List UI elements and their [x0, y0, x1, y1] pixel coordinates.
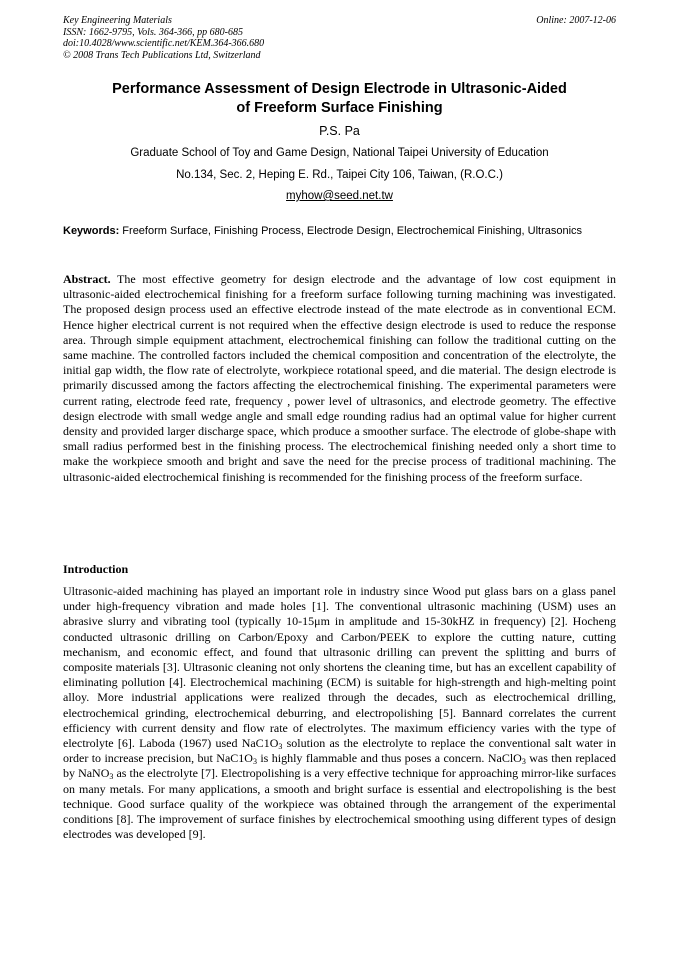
online-date: Online: 2007-12-06	[536, 15, 616, 26]
keywords-block	[63, 224, 616, 238]
abstract-label: Abstract.	[63, 272, 111, 286]
intro-text-4: was then replaced by NaNO	[63, 751, 616, 781]
introduction-heading: Introduction	[63, 562, 129, 576]
intro-text-5: as the electrolyte [7]. Electropolishing is a very effective technique for approaching mirror-like surfaces on many metals. For many applications, a smooth and bright surface is essential and electropolishing is the best technique. Good surface quality of the workpiece was obtained through the arrangement of the experimental conditions [8]. The improvement of surface finishes by electrochemical smoothing using different types of design electrodes was developed [9].	[63, 766, 617, 842]
doi-line: doi:10.4028/www.scientific.net/KEM.364-366.680	[63, 38, 265, 49]
paper-title	[63, 80, 616, 118]
abstract-text: The most effective geometry for design electrode and the advantage of low cost equipment in ultrasonic-aided electrochemical finishing for a freeform surface following turning machining was investigated. The proposed design process used an effective electrode instead of the mate electrode as in conventional ECM. Hence higher electrical current is not required when the effective design electrode is used to reduce the response area. Through simple equipment attachment, electrochemical finishing can follow the traditional cutting on the same machine. The controlled factors included the chemical composition and concentration of the electrolyte, the initial gap width, the flow rate of electrolyte, workpiece rotational speed, and die material. The design electrode is primarily discussed among the factors affecting the electrochemical finishing. The experimental parameters were current rating, electrode feed rate, frequency , power level of ultrasonics, and electrode geometry. The effective design electrode with small wedge angle and small edge rounding radius had an optimal value for higher current density and provided larger discharge space, which produce a smoother surface. The electrode of globe-shape with small radius performed best in the finishing process. The electrochemical finishing needed only a short time to make the workpiece smooth and bright and save the need for the precise process of traditional machining. The ultrasonic-aided electrochemical finishing is recommended for the finishing process of the freeform surface.	[63, 272, 616, 484]
title-line-2: of Freeform Surface Finishing	[236, 100, 443, 116]
copyright-line: © 2008 Trans Tech Publications Ltd, Switzerland	[63, 49, 261, 61]
subscript-3d: 3	[109, 772, 114, 782]
author-name: P.S. Pa	[319, 124, 360, 138]
subscript-3a: 3	[278, 742, 283, 752]
subscript-3c: 3	[521, 757, 526, 767]
subscript-3b: 3	[252, 757, 257, 767]
title-line-1: Performance Assessment of Design Electrode in Ultrasonic-Aided	[112, 81, 567, 97]
intro-text-3: is highly flammable and thus poses a concern. NaClO	[256, 751, 522, 766]
email-link[interactable]: myhow@seed.net.tw	[286, 190, 393, 202]
intro-text-1: Ultrasonic-aided machining has played an important role in industry since Wood put glass bars on a glass panel under high-frequency vibration and made holes [1]. The conventional ultrasonic machining (USM) uses an abrasive slurry and vibrating tool (typically 10-15μm in amplitude and 15-30kHZ in frequency) [2]. Hocheng conducted ultrasonic drilling on Carbon/Epoxy and Carbon/PEEK to explore the cutting nature, cutting mechanism, and economic effect, and found that ultrasonic drilling can prevent the splitting and burrs of composite materials [3]. Ultrasonic cleaning not only shortens the cleaning time, but has an excellent capability of eliminating pollution [4]. Electrochemical machining (ECM) is suitable for high-strength and high-melting point alloy. More industrial applications were realized through the decades, such as electrochemical drilling, electrochemical grinding, electrochemical deburring, and electropolishing [5]. Bannard correlates the current efficiency with current density and flow rate of electrolytes. The maximum efficiency varies with the type of electrolyte [6]. Laboda (1967) used NaC1O	[63, 584, 616, 751]
introduction-body	[63, 584, 616, 842]
running-header	[63, 15, 616, 61]
keywords-label: Keywords:	[63, 225, 120, 237]
intro-text-2: solution as the electrolyte to replace the conventional salt water in order to increase precision, but NaC1O	[63, 736, 616, 766]
affiliation-line-1: Graduate School of Toy and Game Design, National Taipei University of Education	[130, 147, 549, 159]
issn-line: ISSN: 1662-9795, Vols. 364-366, pp 680-685	[63, 26, 243, 38]
journal-name: Key Engineering Materials	[63, 15, 172, 26]
email-line	[63, 190, 616, 202]
abstract-block	[63, 272, 616, 485]
keywords-text: Freeform Surface, Finishing Process, Electrode Design, Electrochemical Finishing, Ultrasonics	[119, 225, 583, 237]
affiliation-line-2: No.134, Sec. 2, Heping E. Rd., Taipei City 106, Taiwan, (R.O.C.)	[176, 169, 503, 181]
